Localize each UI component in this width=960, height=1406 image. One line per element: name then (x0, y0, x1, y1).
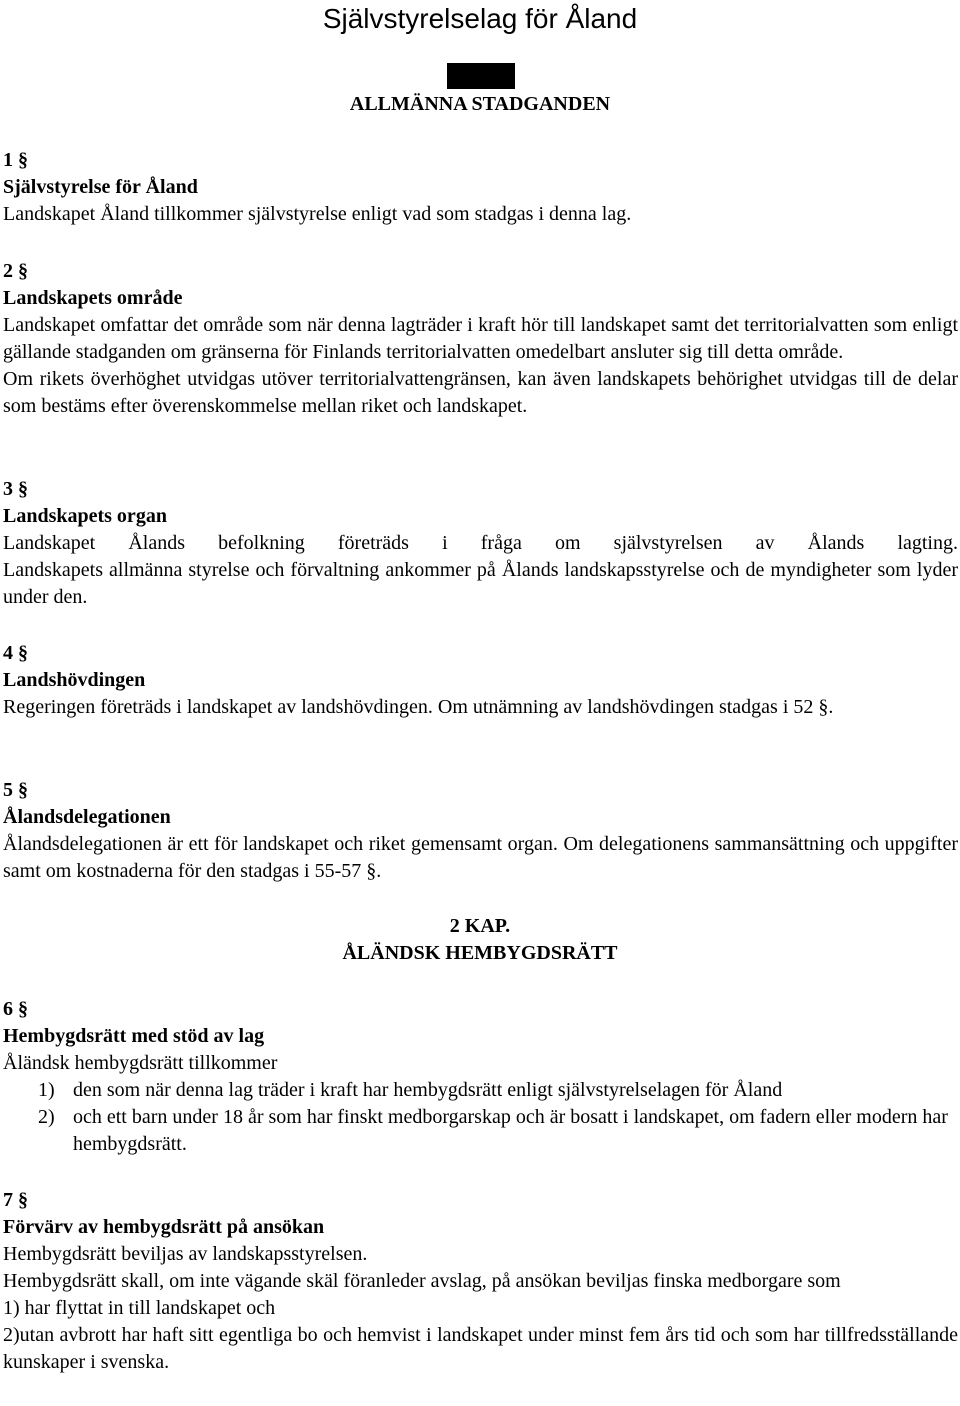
section-heading: Landshövdingen (3, 669, 146, 691)
list-item (3, 1104, 958, 1158)
section-heading: Förvärv av hembygdsrätt på ansökan (3, 1216, 325, 1238)
page-title: Självstyrelselag för Åland (322, 3, 638, 34)
section-7 (3, 1187, 958, 1376)
chapter-label: 2 KAP. (449, 915, 511, 937)
section-1 (3, 147, 958, 228)
section-heading: Landskapets område (3, 287, 183, 309)
list-item (3, 1077, 958, 1104)
chapter-heading: ALLMÄNNA STADGANDEN (349, 93, 611, 115)
section-heading: Hembygdsrätt med stöd av lag (3, 1025, 265, 1047)
redaction-block (447, 63, 515, 89)
section-heading: Landskapets organ (3, 505, 167, 527)
section-paragraph: 1) har flyttat in till landskapet och (3, 1297, 276, 1319)
section-3 (3, 476, 958, 611)
section-paragraph: Om rikets överhöghet utvidgas utöver territorialvattengränsen, kan även landskapets behörighet utvidgas till de delar som bestäms efter överenskommelse mellan riket och landskapet. (3, 368, 958, 417)
section-number: 1 § (3, 149, 28, 171)
section-number: 6 § (3, 998, 28, 1020)
list-item-number: 2) (38, 1106, 55, 1128)
section-heading: Ålandsdelegationen (3, 806, 171, 828)
section-paragraph: Landskapet omfattar det område som när denna lagträder i kraft hör till landskapet samt det territorialvatten som enligt gällande stadganden om gränserna för Finlands territorialvatten omedelbart ansluter sig till detta område. (3, 314, 958, 363)
section-number: 4 § (3, 642, 28, 664)
section-6 (3, 996, 958, 1158)
section-intro: Åländsk hembygdsrätt tillkommer (3, 1052, 278, 1074)
section-heading: Självstyrelse för Åland (3, 176, 198, 198)
chapter-heading: ÅLÄNDSK HEMBYGDSRÄTT (342, 942, 618, 964)
list-item-text: den som när denna lag träder i kraft har hembygdsrätt enligt självstyrelselagen för Åland (73, 1079, 783, 1101)
section-paragraph: Landskapet Ålands befolkning företräds i fråga om självstyrelsen av Ålands lagting. (3, 532, 958, 554)
section-paragraph: Landskapet Åland tillkommer självstyrelse enligt vad som stadgas i denna lag. (3, 203, 632, 225)
section-paragraph: 2)utan avbrott har haft sitt egentliga bo och hemvist i landskapet under minst fem års tid och som har tillfredsställande kunskaper i svenska. (3, 1324, 958, 1373)
section-number: 7 § (3, 1189, 28, 1211)
section-paragraph: Regeringen företräds i landskapet av landshövdingen. Om utnämning av landshövdingen stadgas i 52 §. (3, 696, 834, 718)
section-paragraph: Ålandsdelegationen är ett för landskapet och riket gemensamt organ. Om delegationens sammansättning och uppgifter samt om kostnaderna för den stadgas i 55-57 §. (3, 833, 958, 882)
section-number: 2 § (3, 260, 28, 282)
section-4 (3, 640, 958, 721)
list-item-text: och ett barn under 18 år som har finskt medborgarskap och är bosatt i landskapet, om fadern eller modern har hembygdsrätt. (73, 1106, 948, 1155)
section-paragraph: Hembygdsrätt beviljas av landskapsstyrelsen. (3, 1243, 368, 1265)
section-paragraph: Hembygdsrätt skall, om inte vägande skäl föranleder avslag, på ansökan beviljas finska medborgare som (3, 1270, 841, 1292)
list-item-number: 1) (38, 1079, 55, 1101)
numbered-list (3, 1077, 958, 1158)
section-5 (3, 777, 958, 885)
section-number: 3 § (3, 478, 28, 500)
section-2 (3, 258, 958, 420)
section-paragraph: Landskapets allmänna styrelse och förvaltning ankommer på Ålands landskapsstyrelse och de myndigheter som lyder under den. (3, 559, 958, 608)
section-number: 5 § (3, 779, 28, 801)
